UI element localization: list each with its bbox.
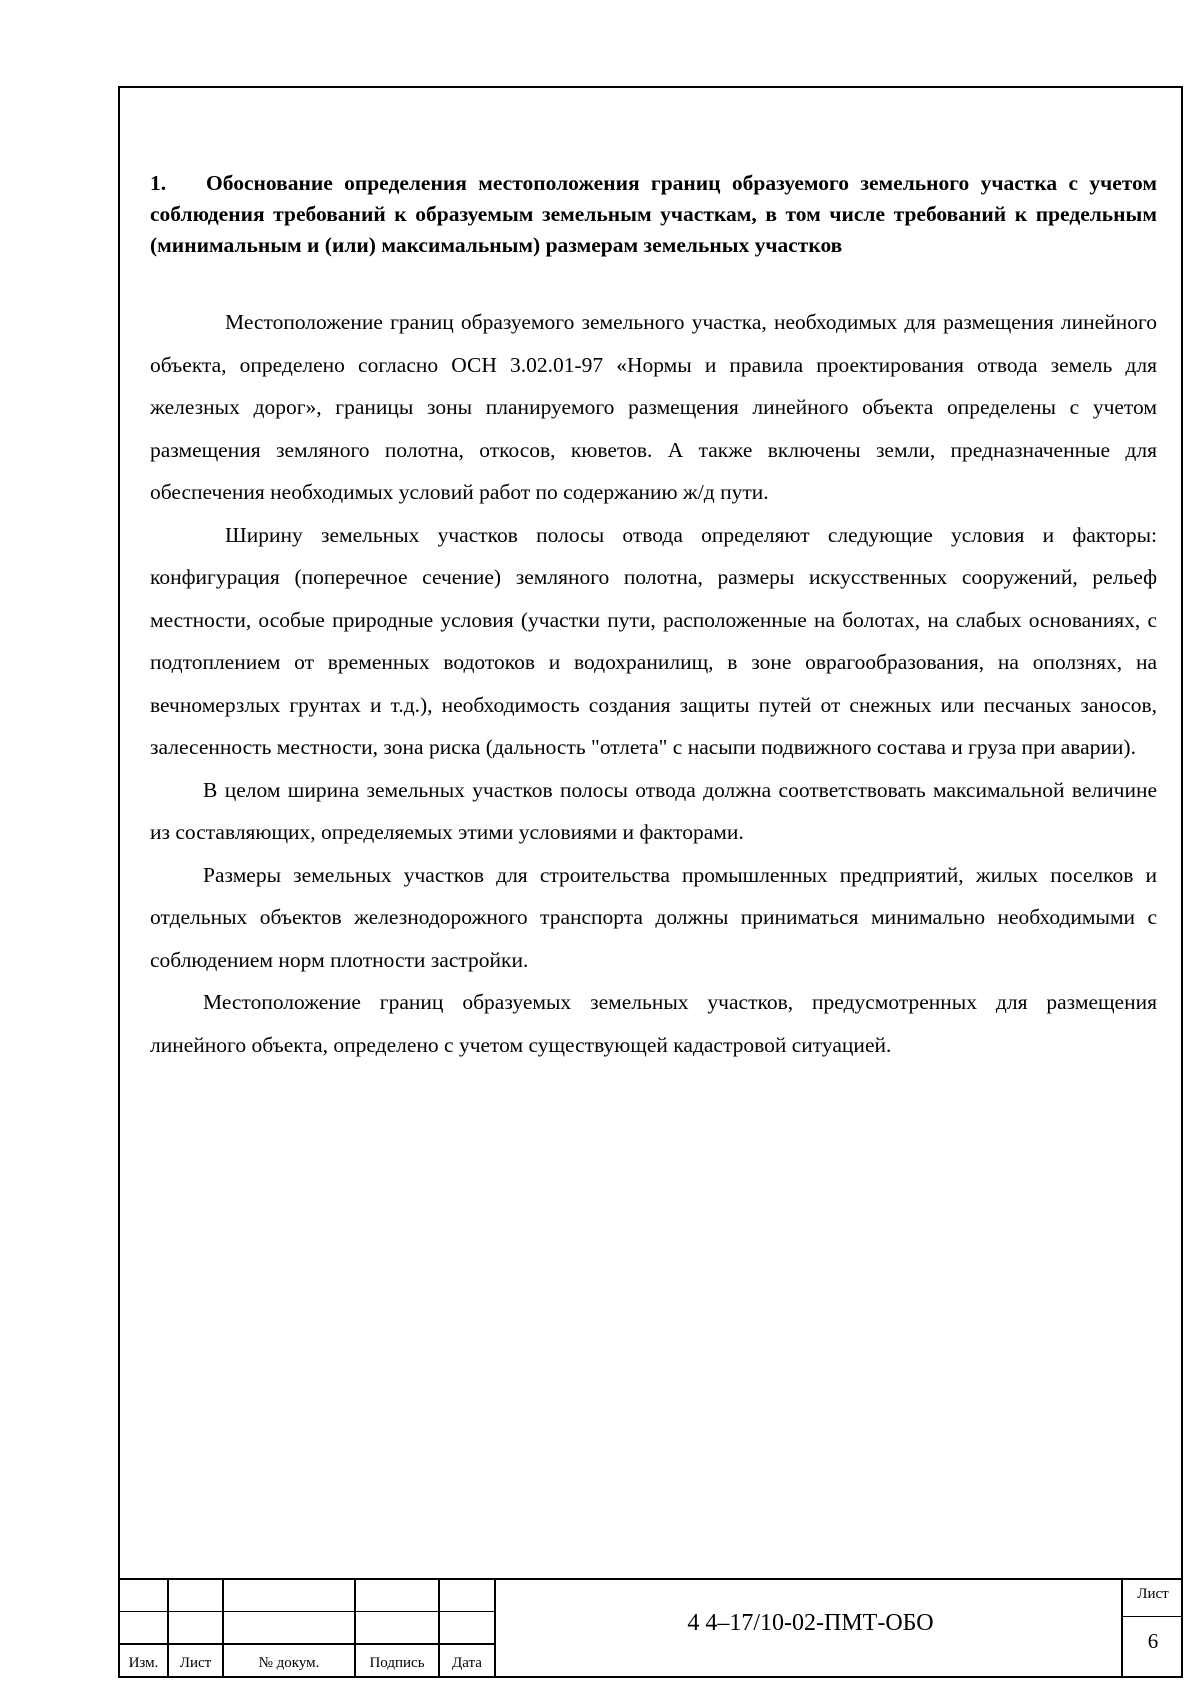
title-block-row-line: [120, 1643, 494, 1645]
section-heading: [150, 168, 1157, 261]
title-block-divider: [1121, 1580, 1123, 1676]
document-code: 4 4–17/10-02-ПМТ-ОБО: [687, 1610, 934, 1636]
section-number: 1.: [150, 171, 167, 195]
paragraph-1: Местоположение границ образуемого земельного участка, необходимых для размещения линейного объекта, определено согласно ОСН 3.02.01-97 «Нормы и правила проектирования отвода земель для железных дорог», границы зоны планируемого размещения линейного объекта определены с учетом размещения земляного полотна, откосов, кюветов. А также включены земли, предназначенные для обеспечения необходимых условий работ по содержанию ж/д пути.: [150, 310, 1157, 504]
paragraph-5: Местоположение границ образуемых земельных участков, предусмотренных для размещения линейного объекта, определено с учетом существующей кадастровой ситуацией.: [150, 990, 1157, 1057]
section-title: Обоснование определения местоположения границ образуемого земельного участка с учетом соблюдения требований к образуемым земельным участкам, в том числе требований к предельным (минимальным и (или) максимальным) размерам земельных участков: [150, 171, 1157, 257]
stamp-label-date: Дата: [452, 1655, 482, 1671]
title-block-row-line: [120, 1611, 494, 1612]
page-frame: [118, 86, 1183, 1678]
sheet-label: Лист: [1137, 1586, 1169, 1602]
stamp-label-list: Лист: [179, 1655, 212, 1671]
title-block: [120, 1578, 1181, 1676]
stamp-label-doc-number: № докум.: [258, 1655, 320, 1671]
paragraph-4: Размеры земельных участков для строительства промышленных предприятий, жилых поселков и отдельных объектов железнодорожного транспорта должны приниматься минимально необходимыми с соблюдением норм плотности застройки.: [150, 862, 1157, 972]
title-block-divider: [494, 1580, 496, 1676]
page-content: [150, 168, 1157, 1066]
paragraph-2: Ширину земельных участков полосы отвода определяют следующие условия и факторы: конфигурация (поперечное сечение) земляного полотна, размеры искусственных сооружений, рельеф местности, особые природные условия (участки пути, расположенные на болотах, на слабых основаниях, с подтоплением от временных водотоков и водохранилищ, в зоне оврагообразования, на оползнях, на вечномерзлых грунтах и т.д.), необходимость создания защиты путей от снежных или песчаных заносов, залесенность местности, зона риска (дальность "отлета" с насыпи подвижного состава и груза при аварии).: [150, 522, 1157, 759]
sheet-number: 6: [1147, 1629, 1159, 1653]
sheet-cell-line: [1121, 1616, 1183, 1617]
stamp-label-izm: Изм.: [128, 1655, 159, 1671]
paragraph-3: В целом ширина земельных участков полосы отвода должна соответствовать максимальной величине из составляющих, определяемых этими условиями и факторами.: [150, 777, 1157, 844]
stamp-label-signature: Подпись: [369, 1655, 425, 1671]
